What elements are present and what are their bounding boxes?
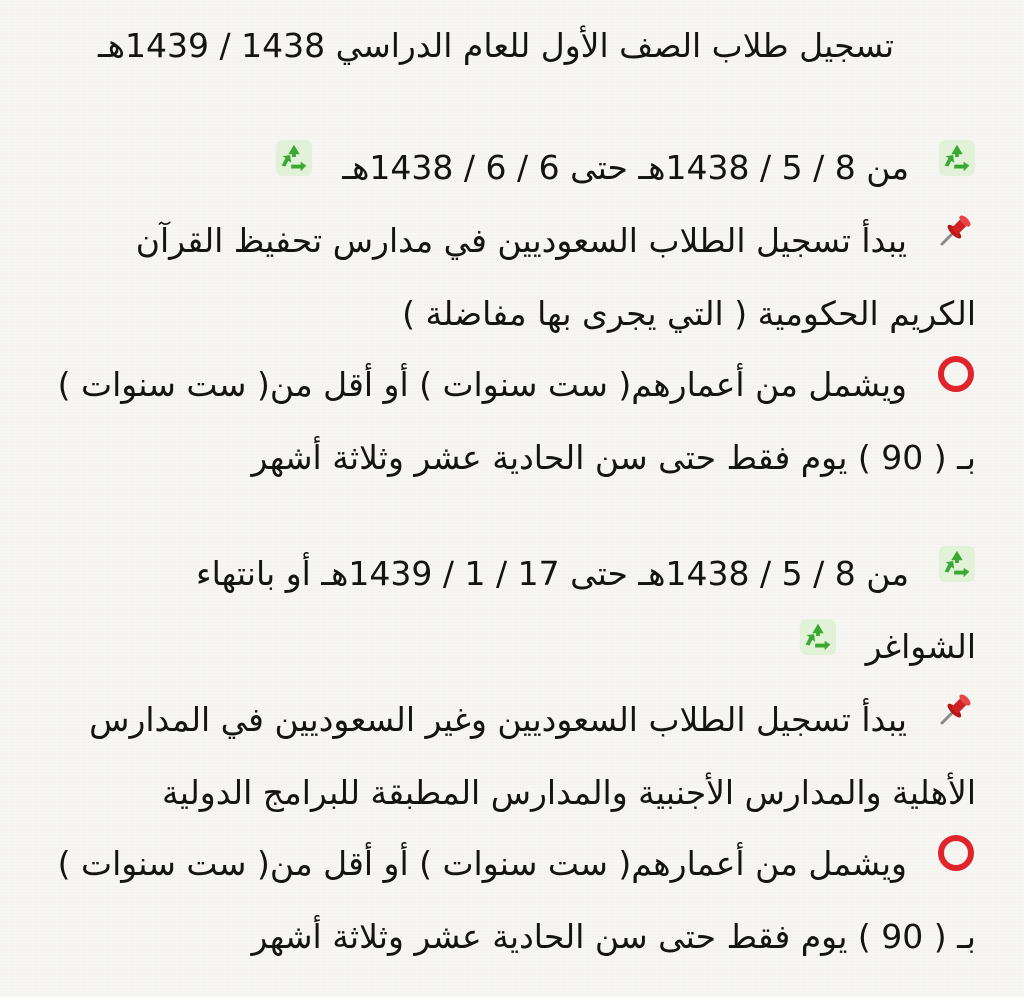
age-rule-text: ويشمل من أعمارهم( ست سنوات ) أو أقل من( ست سنوات ) xyxy=(57,844,907,883)
recycle-icon xyxy=(938,536,976,607)
recycle-icon xyxy=(938,130,976,201)
age-rule-line-cont: بـ ( 90 ) يوم فقط حتى سن الحادية عشر وثلاثة أشهر xyxy=(251,917,976,956)
date-range-text: من 8 / 5 / 1438هـ حتى 17 / 1 / 1439هـ أو بانتهاء xyxy=(196,554,909,593)
date-range-text-cont: الشواغر xyxy=(865,627,976,666)
hollow-red-circle-icon xyxy=(936,826,976,897)
age-rule-text: ويشمل من أعمارهم( ست سنوات ) أو أقل من( ست سنوات ) xyxy=(57,365,907,404)
hollow-red-circle-icon xyxy=(936,347,976,418)
date-range-line xyxy=(56,132,976,205)
recycle-icon xyxy=(799,609,837,680)
date-range-line xyxy=(56,538,976,611)
registration-info-line-cont: الكريم الحكومية ( التي يجرى بها مفاضلة ) xyxy=(402,294,976,333)
age-rule-line xyxy=(56,828,976,901)
registration-section-2 xyxy=(56,538,976,972)
pushpin-icon xyxy=(936,682,976,753)
registration-info-line xyxy=(56,205,976,278)
page-title: تسجيل طلاب الصف الأول للعام الدراسي 1438 / 1439هـ xyxy=(97,26,895,65)
date-range-line-cont xyxy=(56,611,976,684)
age-rule-line xyxy=(56,349,976,422)
pushpin-icon xyxy=(936,203,976,274)
registration-info-text: يبدأ تسجيل الطلاب السعوديين في مدارس تحفيظ القرآن xyxy=(135,221,907,260)
registration-section-1 xyxy=(56,132,976,493)
date-range-text: من 8 / 5 / 1438هـ حتى 6 / 6 / 1438هـ xyxy=(342,148,909,187)
registration-info-text: يبدأ تسجيل الطلاب السعوديين وغير السعوديين في المدارس xyxy=(89,700,907,739)
registration-info-line-cont: الأهلية والمدارس الأجنبية والمدارس المطبقة للبرامج الدولية xyxy=(162,773,976,812)
age-rule-line-cont: بـ ( 90 ) يوم فقط حتى سن الحادية عشر وثلاثة أشهر xyxy=(251,438,976,477)
recycle-icon xyxy=(275,130,313,201)
registration-info-line xyxy=(56,684,976,757)
